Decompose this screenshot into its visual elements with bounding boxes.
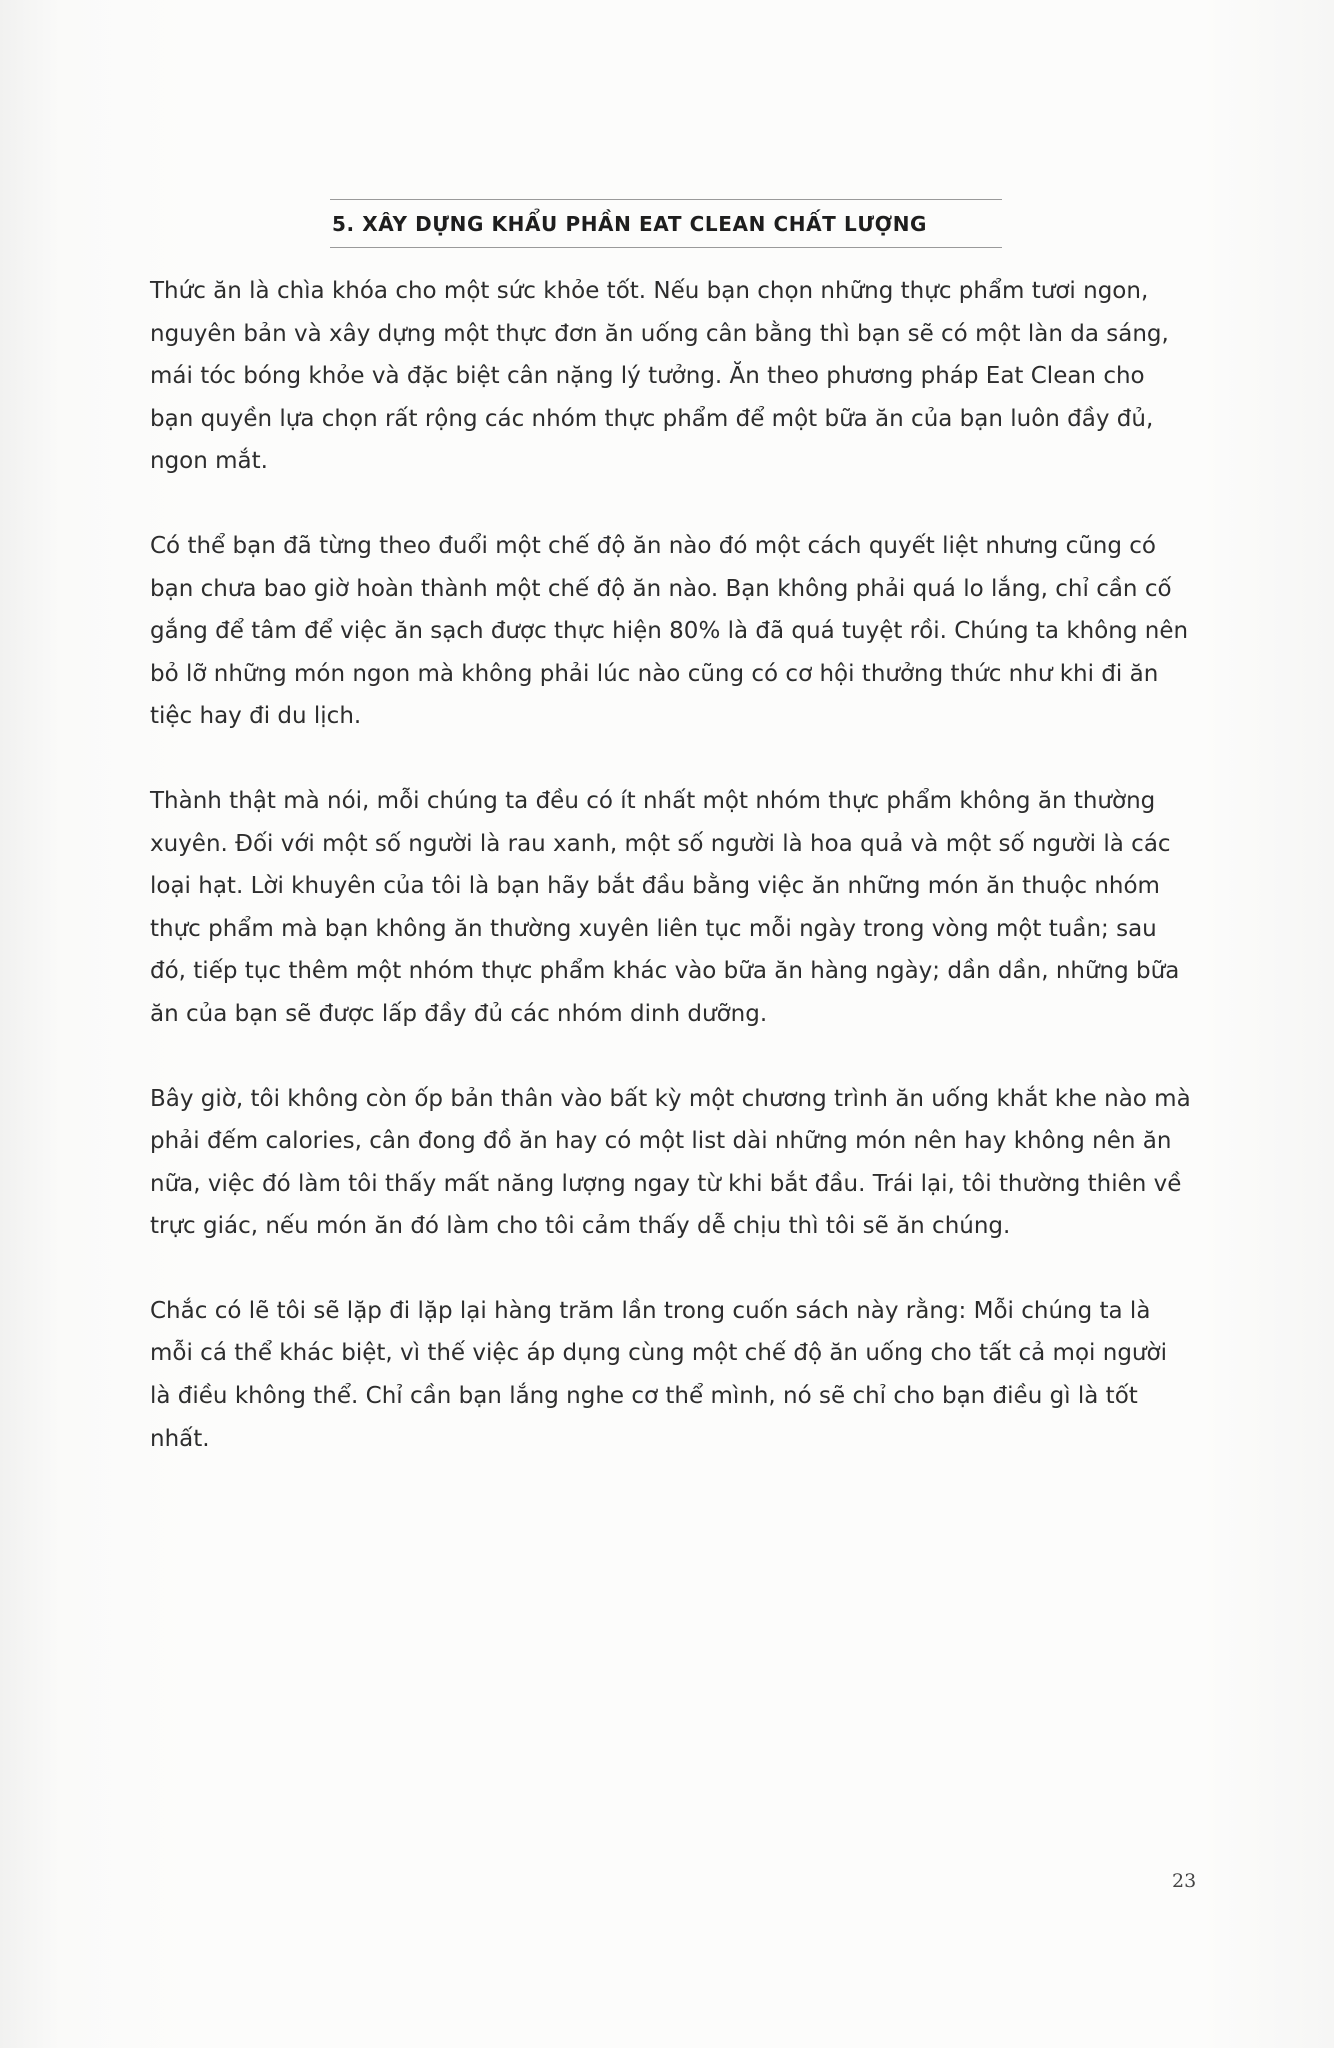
paragraph-4: Bây giờ, tôi không còn ốp bản thân vào bất kỳ một chương trình ăn uống khắt khe nào mà phải đếm calories, cân đong đồ ăn hay có một list dài những món nên hay không nên ăn nữa, việc đó làm tôi thấy mất năng lượng ngay từ khi bắt đầu. Trái lại, tôi thường thiên về trực giác, nếu món ăn đó làm cho tôi cảm thấy dễ chịu thì tôi sẽ ăn chúng. [150,1085,1191,1240]
section-heading-block [330,199,1002,248]
paragraph-3: Thành thật mà nói, mỗi chúng ta đều có ít nhất một nhóm thực phẩm không ăn thường xuyên. Đối với một số người là rau xanh, một số người là hoa quả và một số người là các loại hạt. Lời khuyên của tôi là bạn hãy bắt đầu bằng việc ăn những món ăn thuộc nhóm thực phẩm mà bạn không ăn thường xuyên liên tục mỗi ngày trong vòng một tuần; sau đó, tiếp tục thêm một nhóm thực phẩm khác vào bữa ăn hàng ngày; dần dần, những bữa ăn của bạn sẽ được lấp đầy đủ các nhóm dinh dưỡng. [150,787,1180,1027]
paragraph-2: Có thể bạn đã từng theo đuổi một chế độ ăn nào đó một cách quyết liệt nhưng cũng có bạn chưa bao giờ hoàn thành một chế độ ăn nào. Bạn không phải quá lo lắng, chỉ cần cố gắng để tâm để việc ăn sạch được thực hiện 80% là đã quá tuyệt rồi. Chúng ta không nên bỏ lỡ những món ngon mà không phải lúc nào cũng có cơ hội thưởng thức như khi đi ăn tiệc hay đi du lịch. [150,532,1189,730]
section-heading: 5. XÂY DỰNG KHẨU PHẦN EAT CLEAN CHẤT LƯỢNG [332,212,928,236]
paragraph-1: Thức ăn là chìa khóa cho một sức khỏe tốt. Nếu bạn chọn những thực phẩm tươi ngon, nguyên bản và xây dựng một thực đơn ăn uống cân bằng thì bạn sẽ có một làn da sáng, mái tóc bóng khỏe và đặc biệt cân nặng lý tưởng. Ăn theo phương pháp Eat Clean cho bạn quyền lựa chọn rất rộng các nhóm thực phẩm để một bữa ăn của bạn luôn đầy đủ, ngon mắt. [150,278,1169,475]
body-text [150,270,1194,1502]
page-number: 23 [1172,1870,1197,1892]
paragraph-5: Chắc có lẽ tôi sẽ lặp đi lặp lại hàng trăm lần trong cuốn sách này rằng: Mỗi chúng ta là mỗi cá thể khác biệt, vì thế việc áp dụng cùng một chế độ ăn uống cho tất cả mọi người là điều không thể. Chỉ cần bạn lắng nghe cơ thể mình, nó sẽ chỉ cho bạn điều gì là tốt nhất. [150,1297,1167,1452]
heading-bottom-rule [330,247,1002,248]
heading-top-rule [330,199,1002,200]
